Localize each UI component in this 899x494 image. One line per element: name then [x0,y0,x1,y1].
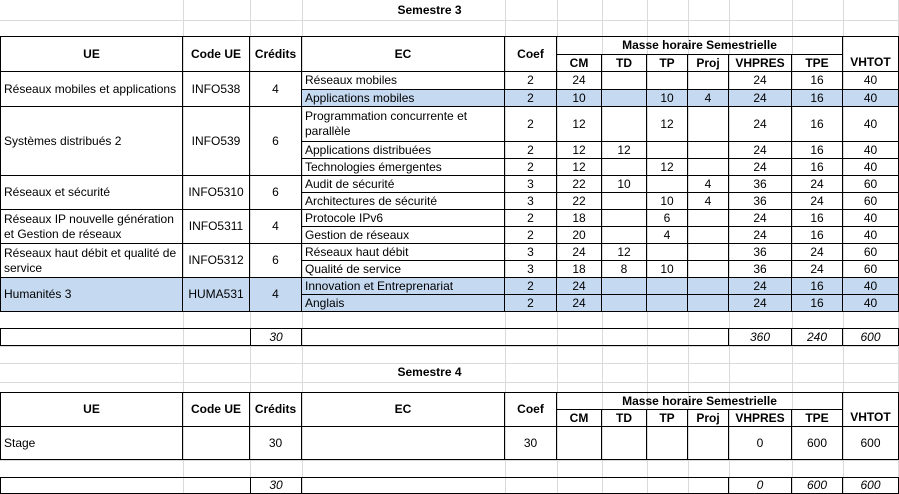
gridline [0,20,899,21]
s3-header-ec: EC [302,36,505,72]
s4-header-masse: Masse horaire Semestrielle [557,392,843,409]
ec-tpe: 24 [792,261,843,278]
ue-credits: 6 [250,244,302,278]
s4-header-credits: Crédits [250,392,302,427]
ec-cm: 12 [557,159,602,176]
s4-total-tpe: 600 [792,477,843,494]
ec-td [602,90,647,107]
ec-td [602,295,647,312]
ec-tpe: 24 [792,193,843,210]
ec-tpe: 16 [792,142,843,159]
ue-name: Humanités 3 [0,278,183,312]
ue-name: Systèmes distribués 2 [0,107,183,176]
ec-name: Technologies émergentes [302,159,505,176]
ec-coef: 2 [505,227,557,244]
ec-tpe: 16 [792,278,843,295]
ec-name: Protocole IPv6 [302,210,505,227]
ec-td [602,159,647,176]
gridline [0,382,899,383]
s3-header-masse: Masse horaire Semestrielle [557,36,843,54]
ec-vhpres: 24 [729,227,792,244]
ec-cm: 24 [557,72,602,90]
s4-tpe: 600 [792,427,843,460]
ec-tp [647,295,688,312]
ec-tp [647,244,688,261]
ec-vhtot: 60 [843,261,899,278]
ue-code: INFO5310 [183,176,250,210]
s4-code-empty [183,427,250,460]
ec-tp: 10 [647,261,688,278]
s4-header-cm: CM [557,409,602,427]
ue-credits: 6 [250,107,302,176]
ec-tp [647,278,688,295]
ec-td [602,107,647,142]
s4-header-td: TD [602,409,647,427]
ec-name: Réseaux mobiles [302,72,505,90]
ec-tp: 12 [647,107,688,142]
ec-name: Applications mobiles [302,90,505,107]
ec-vhtot: 40 [843,107,899,142]
ec-coef: 2 [505,142,557,159]
s4-tp-empty [647,427,688,460]
s4-header-tpe: TPE [792,409,843,427]
s3-header-vhtot: VHTOT [843,36,899,72]
s4-vhpres: 0 [729,427,792,460]
s4-ec-empty [302,427,505,460]
ec-td: 10 [602,176,647,193]
ec-coef: 3 [505,244,557,261]
ec-cm: 22 [557,176,602,193]
s4-header-ue: UE [0,392,183,427]
ec-td: 12 [602,142,647,159]
ec-tpe: 24 [792,244,843,261]
ec-cm: 24 [557,244,602,261]
ec-proj [688,227,729,244]
ue-name: Réseaux et sécurité [0,176,183,210]
s3-header-code: Code UE [183,36,250,72]
s4-header-ec: EC [302,392,505,427]
ec-coef: 2 [505,90,557,107]
ec-tpe: 16 [792,90,843,107]
s4-total-vhpres: 0 [729,477,792,494]
s4-proj-empty [688,427,729,460]
s3-totals-spacer-2 [302,328,729,346]
ec-proj [688,159,729,176]
ec-tpe: 16 [792,210,843,227]
s3-header-proj: Proj [688,54,729,72]
ec-vhpres: 36 [729,176,792,193]
ec-proj [688,210,729,227]
ec-coef: 2 [505,210,557,227]
ec-vhtot: 60 [843,193,899,210]
ec-coef: 3 [505,261,557,278]
ec-vhpres: 24 [729,142,792,159]
ue-credits: 4 [250,278,302,312]
ec-coef: 2 [505,295,557,312]
ec-proj [688,244,729,261]
s4-td-empty [602,427,647,460]
ec-vhpres: 24 [729,159,792,176]
ue-code: INFO538 [183,72,250,107]
ec-td [602,72,647,90]
semester4-title: Semestre 4 [397,365,462,379]
ec-vhtot: 40 [843,72,899,90]
ec-td: 8 [602,261,647,278]
ec-vhtot: 40 [843,90,899,107]
ec-proj [688,278,729,295]
ec-proj [688,261,729,278]
ec-tp: 4 [647,227,688,244]
ec-vhpres: 36 [729,261,792,278]
s4-credits: 30 [250,427,302,460]
ec-proj [688,295,729,312]
ec-proj [688,107,729,142]
s3-total-vhpres: 360 [729,328,792,346]
s4-total-credits: 30 [250,477,302,494]
s3-header-vhpres: VHPRES [729,54,792,72]
ec-proj [688,142,729,159]
ec-tp: 12 [647,159,688,176]
ec-name: Programmation concurrente et parallèle [302,107,505,142]
ec-cm: 12 [557,142,602,159]
ec-name: Anglais [302,295,505,312]
ec-tpe: 16 [792,227,843,244]
ec-vhtot: 40 [843,159,899,176]
ue-credits: 4 [250,210,302,244]
ec-vhpres: 24 [729,90,792,107]
ue-code: INFO539 [183,107,250,176]
ec-vhtot: 40 [843,295,899,312]
ec-cm: 10 [557,90,602,107]
ec-vhtot: 40 [843,142,899,159]
ec-name: Audit de sécurité [302,176,505,193]
ec-tpe: 24 [792,176,843,193]
ec-proj: 4 [688,176,729,193]
ec-cm: 12 [557,107,602,142]
ec-cm: 24 [557,295,602,312]
s3-total-tpe: 240 [792,328,843,346]
s4-totals-spacer [0,477,250,494]
ec-td: 12 [602,244,647,261]
s3-header-ue: UE [0,36,183,72]
ec-vhpres: 36 [729,244,792,261]
ec-tpe: 16 [792,159,843,176]
ec-vhtot: 40 [843,210,899,227]
ec-td [602,227,647,244]
ue-credits: 6 [250,176,302,210]
ec-vhpres: 24 [729,107,792,142]
s3-total-credits: 30 [250,328,302,346]
ue-name: Réseaux haut débit et qualité de service [0,244,183,278]
ec-name: Applications distribuées [302,142,505,159]
ec-vhpres: 24 [729,278,792,295]
s4-ue-stage: Stage [0,427,183,460]
ec-tp [647,142,688,159]
gridline [0,460,899,461]
ec-cm: 24 [557,278,602,295]
ec-proj: 4 [688,193,729,210]
ec-td [602,278,647,295]
ec-tp: 10 [647,90,688,107]
ue-credits: 4 [250,72,302,107]
s3-header-coef: Coef [505,36,557,72]
ec-vhpres: 24 [729,210,792,227]
s3-header-tp: TP [647,54,688,72]
ue-code: HUMA531 [183,278,250,312]
s4-cm-empty [557,427,602,460]
ec-coef: 3 [505,176,557,193]
s4-coef: 30 [505,427,557,460]
ec-vhtot: 60 [843,176,899,193]
ec-tpe: 16 [792,295,843,312]
ec-vhtot: 60 [843,244,899,261]
ec-vhpres: 24 [729,72,792,90]
ec-name: Réseaux haut débit [302,244,505,261]
s4-header-coef: Coef [505,392,557,427]
s3-totals-spacer [0,328,250,346]
s4-totals-spacer-2 [302,477,729,494]
ec-cm: 20 [557,227,602,244]
s4-header-vhpres: VHPRES [729,409,792,427]
ec-proj [688,72,729,90]
ue-code: INFO5311 [183,210,250,244]
s4-header-tp: TP [647,409,688,427]
ec-coef: 3 [505,193,557,210]
ec-name: Qualité de service [302,261,505,278]
s4-total-vhtot: 600 [843,477,899,494]
s3-header-credits: Crédits [250,36,302,72]
ec-coef: 2 [505,278,557,295]
ec-vhpres: 24 [729,295,792,312]
ec-cm: 22 [557,193,602,210]
ue-code: INFO5312 [183,244,250,278]
ec-tpe: 16 [792,107,843,142]
s4-header-vhtot: VHTOT [843,392,899,427]
ec-cm: 18 [557,261,602,278]
s3-total-vhtot: 600 [843,328,899,346]
ec-vhpres: 36 [729,193,792,210]
ec-tp [647,176,688,193]
s3-header-td: TD [602,54,647,72]
ue-name: Réseaux IP nouvelle génération et Gestion de réseaux [0,210,183,244]
ec-name: Gestion de réseaux [302,227,505,244]
s4-header-code: Code UE [183,392,250,427]
ec-coef: 2 [505,107,557,142]
ec-coef: 2 [505,159,557,176]
semester3-title: Semestre 3 [397,2,462,17]
s3-header-cm: CM [557,54,602,72]
ec-vhtot: 40 [843,227,899,244]
ec-name: Architectures de sécurité [302,193,505,210]
ec-name: Innovation et Entreprenariat [302,278,505,295]
s3-header-tpe: TPE [792,54,843,72]
ec-coef: 2 [505,72,557,90]
ue-name: Réseaux mobiles et applications [0,72,183,107]
gridline [0,346,899,347]
ec-tp [647,72,688,90]
ec-cm: 18 [557,210,602,227]
ec-tp: 6 [647,210,688,227]
ec-tp: 10 [647,193,688,210]
ec-td [602,193,647,210]
s4-vhtot: 600 [843,427,899,460]
ec-tpe: 16 [792,72,843,90]
ec-td [602,210,647,227]
ec-vhtot: 40 [843,278,899,295]
ec-proj: 4 [688,90,729,107]
s4-header-proj: Proj [688,409,729,427]
